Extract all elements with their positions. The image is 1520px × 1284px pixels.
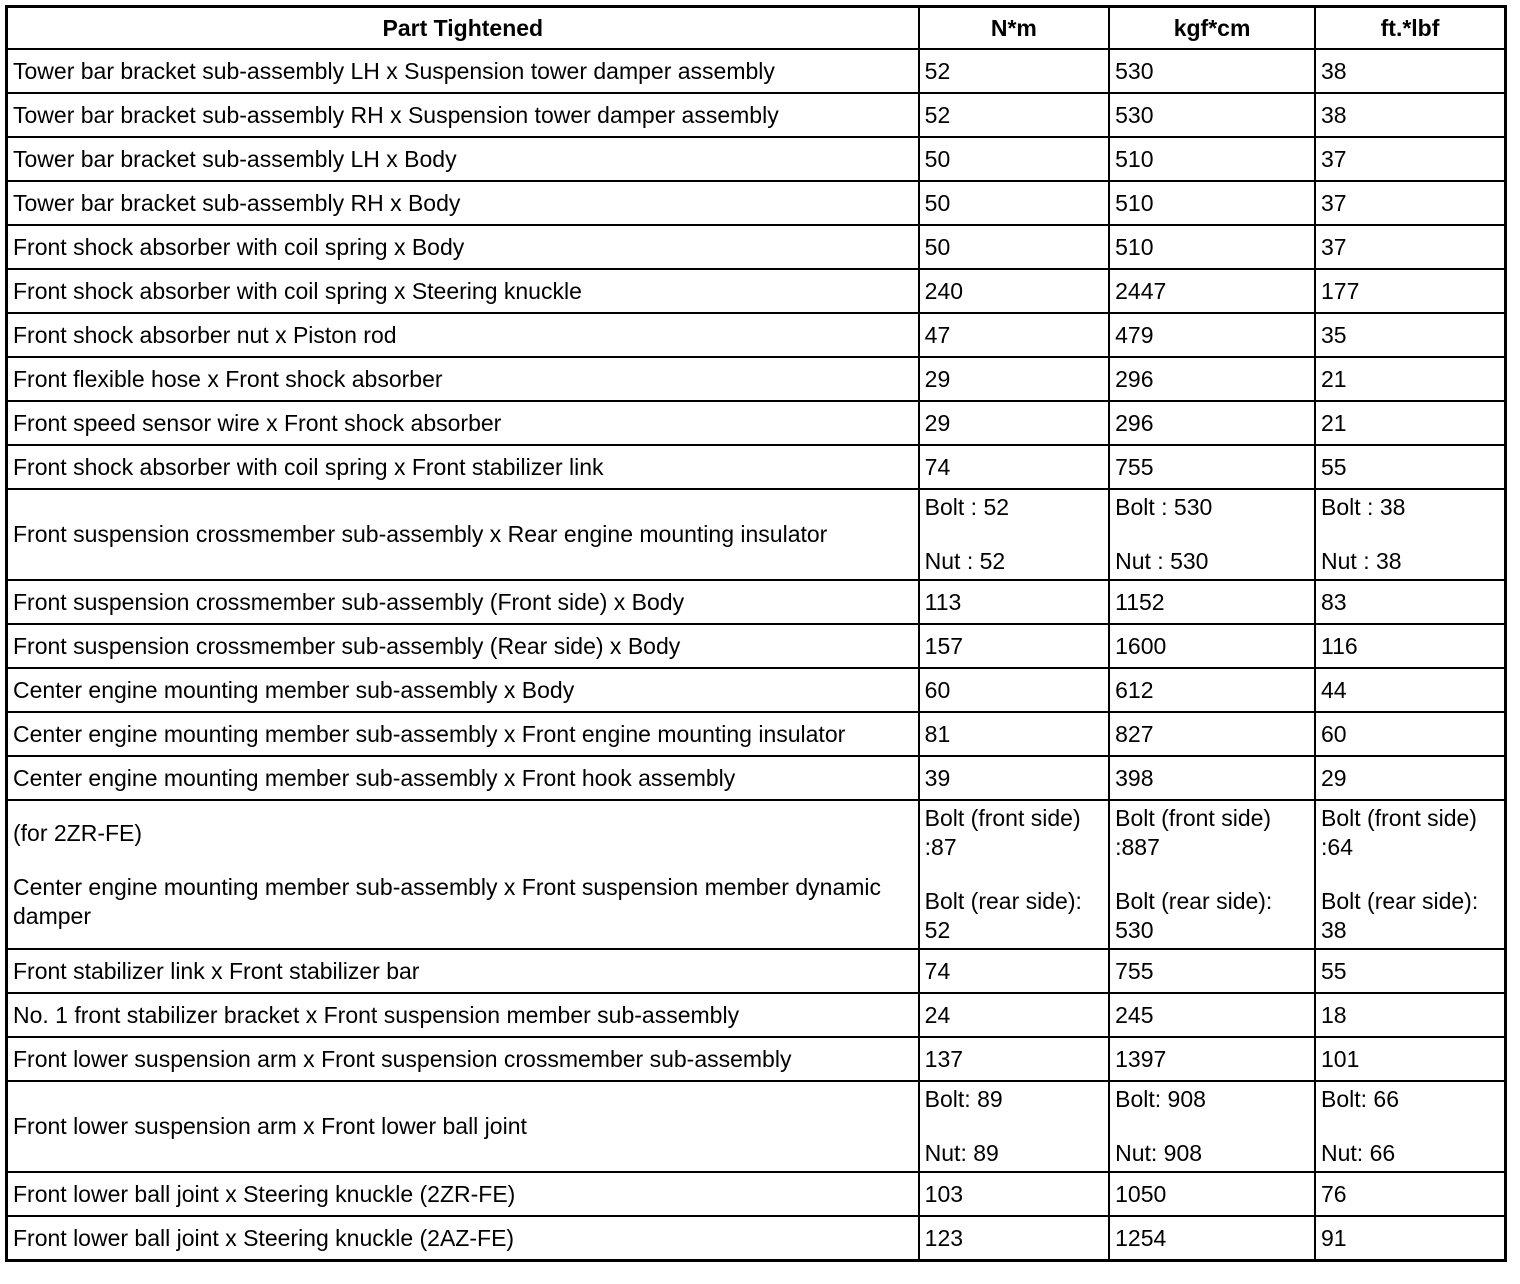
ft-lbf-cell: 38: [1315, 93, 1505, 137]
part-tightened-cell: Tower bar bracket sub-assembly LH x Body: [7, 137, 919, 181]
ft-lbf-cell-line: Bolt: 66: [1321, 1086, 1400, 1112]
newton-meters-cell: 52: [919, 49, 1109, 93]
kgf-cm-cell: 530: [1109, 93, 1315, 137]
newton-meters-cell-line: Bolt : 52: [924, 494, 1010, 520]
newton-meters-cell: 157: [919, 624, 1109, 668]
header-part-tightened: Part Tightened: [7, 7, 919, 50]
ft-lbf-cell: 29: [1315, 756, 1505, 800]
part-tightened-cell: Front shock absorber with coil spring x Body: [7, 225, 919, 269]
part-tightened-cell: Front shock absorber with coil spring x Front stabilizer link: [7, 445, 919, 489]
part-tightened-cell: Tower bar bracket sub-assembly RH x Suspension tower damper assembly: [7, 93, 919, 137]
kgf-cm-cell-line: Bolt (front side) :887: [1115, 805, 1272, 860]
kgf-cm-cell: 479: [1109, 313, 1315, 357]
part-tightened-cell: Front suspension crossmember sub-assembly x Rear engine mounting insulator: [7, 489, 919, 580]
kgf-cm-cell: 510: [1109, 225, 1315, 269]
kgf-cm-cell-line: Bolt: 908: [1115, 1086, 1206, 1112]
kgf-cm-cell-line: Nut: 908: [1115, 1140, 1203, 1166]
newton-meters-cell: [919, 800, 1109, 949]
kgf-cm-cell: 1397: [1109, 1037, 1315, 1081]
newton-meters-cell-line: Bolt: 89: [924, 1086, 1003, 1112]
ft-lbf-cell: [1315, 489, 1505, 580]
part-tightened-cell: Front suspension crossmember sub-assembly (Rear side) x Body: [7, 624, 919, 668]
newton-meters-cell: 47: [919, 313, 1109, 357]
kgf-cm-cell-line: Nut : 530: [1115, 548, 1209, 574]
ft-lbf-cell-line: Nut : 38: [1321, 548, 1402, 574]
part-tightened-cell-line: (for 2ZR-FE): [13, 819, 143, 846]
table-row: [7, 1037, 1506, 1081]
ft-lbf-cell: 37: [1315, 181, 1505, 225]
ft-lbf-cell-line: Bolt : 38: [1321, 494, 1406, 520]
part-tightened-cell: Front lower ball joint x Steering knuckle (2AZ-FE): [7, 1216, 919, 1261]
table-row: [7, 445, 1506, 489]
table-row: [7, 489, 1506, 580]
ft-lbf-cell: 55: [1315, 949, 1505, 993]
table-row: [7, 756, 1506, 800]
part-tightened-cell: Tower bar bracket sub-assembly RH x Body: [7, 181, 919, 225]
newton-meters-cell: 137: [919, 1037, 1109, 1081]
kgf-cm-cell: [1109, 800, 1315, 949]
table-row: [7, 1172, 1506, 1216]
part-tightened-cell: Tower bar bracket sub-assembly LH x Suspension tower damper assembly: [7, 49, 919, 93]
ft-lbf-cell: 101: [1315, 1037, 1505, 1081]
newton-meters-cell-line: Nut : 52: [924, 548, 1006, 574]
newton-meters-cell: [919, 1081, 1109, 1172]
table-row: [7, 137, 1506, 181]
ft-lbf-cell: 18: [1315, 993, 1505, 1037]
table-row: [7, 181, 1506, 225]
part-tightened-cell: Front shock absorber with coil spring x Steering knuckle: [7, 269, 919, 313]
table-row: [7, 624, 1506, 668]
ft-lbf-cell: 38: [1315, 49, 1505, 93]
kgf-cm-cell: 530: [1109, 49, 1315, 93]
part-tightened-cell: Center engine mounting member sub-assembly x Front hook assembly: [7, 756, 919, 800]
table-row: [7, 712, 1506, 756]
ft-lbf-cell-line: Bolt (rear side): 38: [1321, 888, 1479, 943]
header-newton-meters: N*m: [919, 7, 1109, 50]
header-row: [7, 7, 1506, 50]
part-tightened-cell: Center engine mounting member sub-assembly x Body: [7, 668, 919, 712]
kgf-cm-cell: 398: [1109, 756, 1315, 800]
newton-meters-cell: 24: [919, 993, 1109, 1037]
part-tightened-cell: Center engine mounting member sub-assembly x Front engine mounting insulator: [7, 712, 919, 756]
ft-lbf-cell: 60: [1315, 712, 1505, 756]
ft-lbf-cell: 116: [1315, 624, 1505, 668]
newton-meters-cell-line: Bolt (front side) :87: [924, 805, 1081, 860]
kgf-cm-cell: 510: [1109, 137, 1315, 181]
table-row: [7, 993, 1506, 1037]
table-row: [7, 313, 1506, 357]
newton-meters-cell-line: Nut: 89: [924, 1140, 999, 1166]
ft-lbf-cell: 44: [1315, 668, 1505, 712]
ft-lbf-cell-line: Bolt (front side) :64: [1321, 805, 1477, 860]
kgf-cm-cell: 755: [1109, 445, 1315, 489]
kgf-cm-cell: 2447: [1109, 269, 1315, 313]
kgf-cm-cell: 296: [1109, 401, 1315, 445]
header-ft-lbf: ft.*lbf: [1315, 7, 1505, 50]
newton-meters-cell: 113: [919, 580, 1109, 624]
kgf-cm-cell: 245: [1109, 993, 1315, 1037]
part-tightened-cell-line: Center engine mounting member sub-assembly x Front suspension member dynamic damper: [13, 873, 882, 929]
torque-specification-table: [5, 5, 1507, 1262]
newton-meters-cell: 29: [919, 401, 1109, 445]
kgf-cm-cell: [1109, 489, 1315, 580]
part-tightened-cell: Front lower ball joint x Steering knuckle (2ZR-FE): [7, 1172, 919, 1216]
newton-meters-cell: 50: [919, 137, 1109, 181]
table-row: [7, 357, 1506, 401]
newton-meters-cell-line: Bolt (rear side): 52: [924, 888, 1082, 943]
part-tightened-cell: Front stabilizer link x Front stabilizer bar: [7, 949, 919, 993]
kgf-cm-cell: 827: [1109, 712, 1315, 756]
newton-meters-cell: 50: [919, 225, 1109, 269]
ft-lbf-cell: [1315, 1081, 1505, 1172]
kgf-cm-cell: 755: [1109, 949, 1315, 993]
part-tightened-cell: Front flexible hose x Front shock absorber: [7, 357, 919, 401]
ft-lbf-cell: 21: [1315, 401, 1505, 445]
table-row: [7, 269, 1506, 313]
newton-meters-cell: 81: [919, 712, 1109, 756]
part-tightened-cell: Front lower suspension arm x Front lower ball joint: [7, 1081, 919, 1172]
part-tightened-cell: Front lower suspension arm x Front suspension crossmember sub-assembly: [7, 1037, 919, 1081]
ft-lbf-cell: 76: [1315, 1172, 1505, 1216]
kgf-cm-cell-line: Bolt (rear side): 530: [1115, 888, 1273, 943]
table-body: [7, 49, 1506, 1261]
kgf-cm-cell: 1050: [1109, 1172, 1315, 1216]
kgf-cm-cell: [1109, 1081, 1315, 1172]
part-tightened-cell: Front speed sensor wire x Front shock absorber: [7, 401, 919, 445]
part-tightened-cell: No. 1 front stabilizer bracket x Front suspension member sub-assembly: [7, 993, 919, 1037]
newton-meters-cell: 123: [919, 1216, 1109, 1261]
part-tightened-cell: Front suspension crossmember sub-assembly (Front side) x Body: [7, 580, 919, 624]
header-kgf-cm: kgf*cm: [1109, 7, 1315, 50]
table-row: [7, 93, 1506, 137]
table-row: [7, 949, 1506, 993]
part-tightened-cell: [7, 800, 919, 949]
ft-lbf-cell: 37: [1315, 137, 1505, 181]
newton-meters-cell: 60: [919, 668, 1109, 712]
table-row: [7, 800, 1506, 949]
ft-lbf-cell: 177: [1315, 269, 1505, 313]
kgf-cm-cell: 510: [1109, 181, 1315, 225]
table-row: [7, 49, 1506, 93]
kgf-cm-cell: 1600: [1109, 624, 1315, 668]
ft-lbf-cell: 37: [1315, 225, 1505, 269]
table-row: [7, 401, 1506, 445]
kgf-cm-cell: 1152: [1109, 580, 1315, 624]
newton-meters-cell: 74: [919, 445, 1109, 489]
table-row: [7, 580, 1506, 624]
newton-meters-cell: 52: [919, 93, 1109, 137]
kgf-cm-cell: 1254: [1109, 1216, 1315, 1261]
ft-lbf-cell: 35: [1315, 313, 1505, 357]
table-row: [7, 1081, 1506, 1172]
ft-lbf-cell: 83: [1315, 580, 1505, 624]
newton-meters-cell: 50: [919, 181, 1109, 225]
newton-meters-cell: [919, 489, 1109, 580]
kgf-cm-cell: 296: [1109, 357, 1315, 401]
newton-meters-cell: 74: [919, 949, 1109, 993]
ft-lbf-cell: 21: [1315, 357, 1505, 401]
newton-meters-cell: 39: [919, 756, 1109, 800]
table-row: [7, 668, 1506, 712]
kgf-cm-cell-line: Bolt : 530: [1115, 494, 1213, 520]
ft-lbf-cell: 55: [1315, 445, 1505, 489]
table-row: [7, 225, 1506, 269]
table-row: [7, 1216, 1506, 1261]
ft-lbf-cell-line: Nut: 66: [1321, 1140, 1396, 1166]
newton-meters-cell: 240: [919, 269, 1109, 313]
part-tightened-cell: Front shock absorber nut x Piston rod: [7, 313, 919, 357]
ft-lbf-cell: 91: [1315, 1216, 1505, 1261]
kgf-cm-cell: 612: [1109, 668, 1315, 712]
newton-meters-cell: 29: [919, 357, 1109, 401]
newton-meters-cell: 103: [919, 1172, 1109, 1216]
ft-lbf-cell: [1315, 800, 1505, 949]
